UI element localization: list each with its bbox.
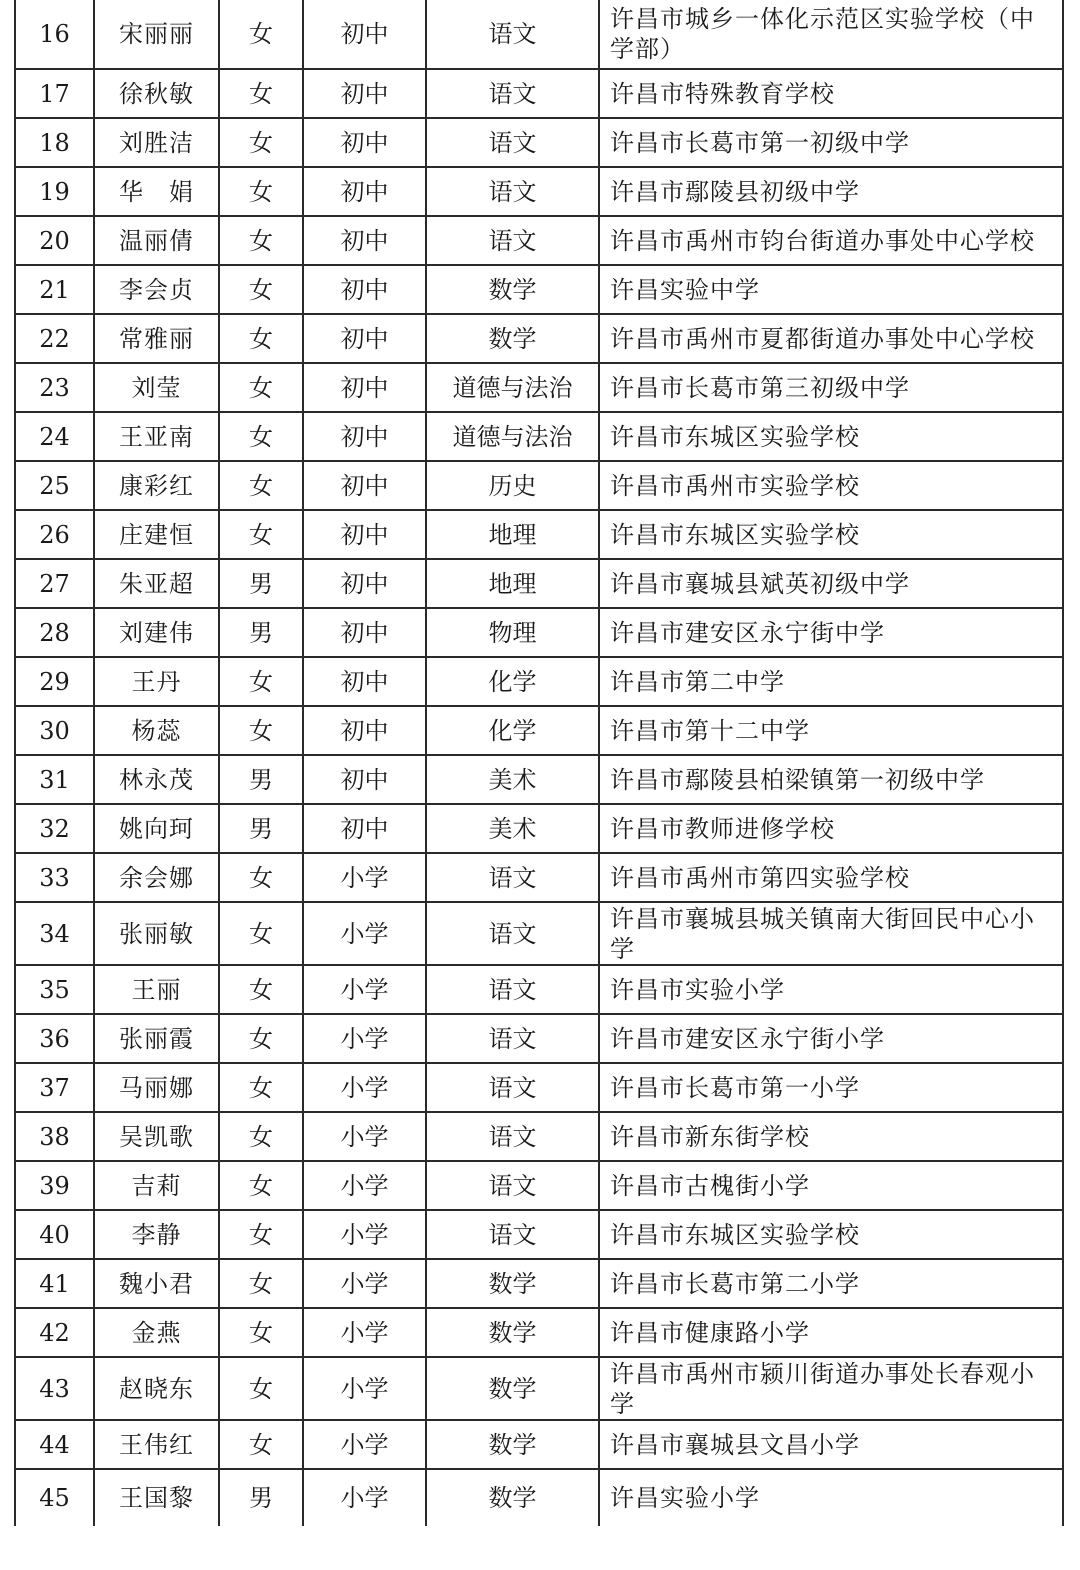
row-number-cell: 24: [15, 412, 94, 461]
name-cell: 常雅丽: [94, 314, 219, 363]
row-number-cell: 18: [15, 118, 94, 167]
row-number-cell: 40: [15, 1210, 94, 1259]
school-level-cell: 小学: [303, 1469, 426, 1526]
table-row: [15, 706, 1063, 755]
table-row: [15, 965, 1063, 1014]
school-name-cell: 许昌市鄢陵县初级中学: [599, 167, 1063, 216]
school-level-cell: 初中: [303, 559, 426, 608]
name-cell: 张丽霞: [94, 1014, 219, 1063]
table-row: [15, 559, 1063, 608]
school-level-cell: 小学: [303, 1063, 426, 1112]
table-row: [15, 1357, 1063, 1420]
school-name-cell: 许昌实验小学: [599, 1469, 1063, 1526]
name-cell: 王伟红: [94, 1420, 219, 1469]
name-cell: 魏小君: [94, 1259, 219, 1308]
table-row: [15, 69, 1063, 118]
school-name-cell: 许昌市长葛市第三初级中学: [599, 363, 1063, 412]
gender-cell: 女: [219, 1210, 303, 1259]
gender-cell: 女: [219, 461, 303, 510]
school-level-cell: 小学: [303, 853, 426, 902]
name-cell: 徐秋敏: [94, 69, 219, 118]
gender-cell: 女: [219, 0, 303, 69]
school-name-cell: 许昌市城乡一体化示范区实验学校（中学部）: [599, 0, 1063, 69]
subject-cell: 数学: [426, 1357, 599, 1420]
row-number-cell: 38: [15, 1112, 94, 1161]
row-number-cell: 22: [15, 314, 94, 363]
name-cell: 康彩红: [94, 461, 219, 510]
school-name-cell: 许昌市长葛市第一小学: [599, 1063, 1063, 1112]
gender-cell: 女: [219, 1420, 303, 1469]
name-cell: 刘莹: [94, 363, 219, 412]
subject-cell: 化学: [426, 657, 599, 706]
school-name-cell: 许昌市健康路小学: [599, 1308, 1063, 1357]
subject-cell: 美术: [426, 804, 599, 853]
subject-cell: 语文: [426, 1063, 599, 1112]
row-number-cell: 20: [15, 216, 94, 265]
gender-cell: 女: [219, 1161, 303, 1210]
school-level-cell: 小学: [303, 1259, 426, 1308]
school-level-cell: 初中: [303, 608, 426, 657]
table-row: [15, 167, 1063, 216]
subject-cell: 语文: [426, 167, 599, 216]
table-row: [15, 1063, 1063, 1112]
school-level-cell: 小学: [303, 902, 426, 965]
name-cell: 赵晓东: [94, 1357, 219, 1420]
table-row: [15, 1469, 1063, 1526]
table-row: [15, 363, 1063, 412]
subject-cell: 语文: [426, 853, 599, 902]
subject-cell: 地理: [426, 510, 599, 559]
name-cell: 刘胜洁: [94, 118, 219, 167]
subject-cell: 历史: [426, 461, 599, 510]
subject-cell: 语文: [426, 1112, 599, 1161]
school-name-cell: 许昌市建安区永宁街中学: [599, 608, 1063, 657]
gender-cell: 女: [219, 265, 303, 314]
teacher-list-table: [14, 0, 1064, 1526]
school-name-cell: 许昌市第二中学: [599, 657, 1063, 706]
row-number-cell: 32: [15, 804, 94, 853]
table-body: [15, 0, 1063, 1526]
table-row: [15, 1014, 1063, 1063]
name-cell: 姚向珂: [94, 804, 219, 853]
name-cell: 金燕: [94, 1308, 219, 1357]
gender-cell: 女: [219, 706, 303, 755]
school-name-cell: 许昌市襄城县文昌小学: [599, 1420, 1063, 1469]
school-name-cell: 许昌市建安区永宁街小学: [599, 1014, 1063, 1063]
table-row: [15, 902, 1063, 965]
school-level-cell: 初中: [303, 265, 426, 314]
school-level-cell: 初中: [303, 804, 426, 853]
gender-cell: 女: [219, 853, 303, 902]
school-name-cell: 许昌市禹州市钧台街道办事处中心学校: [599, 216, 1063, 265]
row-number-cell: 33: [15, 853, 94, 902]
name-cell: 朱亚超: [94, 559, 219, 608]
row-number-cell: 27: [15, 559, 94, 608]
table-row: [15, 314, 1063, 363]
row-number-cell: 42: [15, 1308, 94, 1357]
subject-cell: 语文: [426, 902, 599, 965]
table-row: [15, 0, 1063, 69]
school-level-cell: 小学: [303, 1112, 426, 1161]
school-name-cell: 许昌实验中学: [599, 265, 1063, 314]
school-level-cell: 小学: [303, 965, 426, 1014]
school-level-cell: 初中: [303, 363, 426, 412]
name-cell: 王丽: [94, 965, 219, 1014]
school-level-cell: 小学: [303, 1161, 426, 1210]
row-number-cell: 37: [15, 1063, 94, 1112]
name-cell: 王丹: [94, 657, 219, 706]
school-level-cell: 初中: [303, 314, 426, 363]
name-cell: 吉莉: [94, 1161, 219, 1210]
table-row: [15, 412, 1063, 461]
row-number-cell: 41: [15, 1259, 94, 1308]
name-cell: 温丽倩: [94, 216, 219, 265]
row-number-cell: 17: [15, 69, 94, 118]
name-cell: 林永茂: [94, 755, 219, 804]
subject-cell: 语文: [426, 1210, 599, 1259]
school-level-cell: 初中: [303, 0, 426, 69]
subject-cell: 道德与法治: [426, 412, 599, 461]
school-level-cell: 初中: [303, 167, 426, 216]
school-name-cell: 许昌市禹州市第四实验学校: [599, 853, 1063, 902]
school-level-cell: 小学: [303, 1210, 426, 1259]
gender-cell: 女: [219, 314, 303, 363]
name-cell: 张丽敏: [94, 902, 219, 965]
table-row: [15, 853, 1063, 902]
name-cell: 吴凯歌: [94, 1112, 219, 1161]
name-cell: 王亚南: [94, 412, 219, 461]
gender-cell: 女: [219, 69, 303, 118]
school-level-cell: 初中: [303, 706, 426, 755]
row-number-cell: 36: [15, 1014, 94, 1063]
gender-cell: 女: [219, 1014, 303, 1063]
table-row: [15, 1308, 1063, 1357]
school-level-cell: 小学: [303, 1420, 426, 1469]
name-cell: 华 娟: [94, 167, 219, 216]
name-cell: 杨蕊: [94, 706, 219, 755]
subject-cell: 数学: [426, 1420, 599, 1469]
subject-cell: 语文: [426, 216, 599, 265]
gender-cell: 女: [219, 657, 303, 706]
row-number-cell: 25: [15, 461, 94, 510]
school-name-cell: 许昌市襄城县城关镇南大街回民中心小学: [599, 902, 1063, 965]
school-level-cell: 初中: [303, 510, 426, 559]
row-number-cell: 30: [15, 706, 94, 755]
subject-cell: 物理: [426, 608, 599, 657]
subject-cell: 数学: [426, 314, 599, 363]
row-number-cell: 31: [15, 755, 94, 804]
table-row: [15, 118, 1063, 167]
row-number-cell: 45: [15, 1469, 94, 1526]
subject-cell: 语文: [426, 965, 599, 1014]
school-name-cell: 许昌市古槐街小学: [599, 1161, 1063, 1210]
name-cell: 庄建恒: [94, 510, 219, 559]
school-name-cell: 许昌市东城区实验学校: [599, 1210, 1063, 1259]
school-level-cell: 初中: [303, 118, 426, 167]
subject-cell: 语文: [426, 1014, 599, 1063]
school-level-cell: 小学: [303, 1014, 426, 1063]
subject-cell: 化学: [426, 706, 599, 755]
school-level-cell: 初中: [303, 461, 426, 510]
subject-cell: 美术: [426, 755, 599, 804]
subject-cell: 数学: [426, 1469, 599, 1526]
row-number-cell: 21: [15, 265, 94, 314]
gender-cell: 女: [219, 965, 303, 1014]
gender-cell: 女: [219, 167, 303, 216]
row-number-cell: 16: [15, 0, 94, 69]
table-row: [15, 1210, 1063, 1259]
table-row: [15, 755, 1063, 804]
school-name-cell: 许昌市东城区实验学校: [599, 510, 1063, 559]
school-name-cell: 许昌市禹州市实验学校: [599, 461, 1063, 510]
gender-cell: 女: [219, 1357, 303, 1420]
table-row: [15, 804, 1063, 853]
name-cell: 余会娜: [94, 853, 219, 902]
name-cell: 马丽娜: [94, 1063, 219, 1112]
row-number-cell: 44: [15, 1420, 94, 1469]
name-cell: 宋丽丽: [94, 0, 219, 69]
row-number-cell: 26: [15, 510, 94, 559]
subject-cell: 语文: [426, 69, 599, 118]
gender-cell: 男: [219, 804, 303, 853]
subject-cell: 语文: [426, 118, 599, 167]
gender-cell: 女: [219, 902, 303, 965]
row-number-cell: 23: [15, 363, 94, 412]
subject-cell: 数学: [426, 265, 599, 314]
gender-cell: 女: [219, 363, 303, 412]
subject-cell: 语文: [426, 1161, 599, 1210]
subject-cell: 语文: [426, 0, 599, 69]
table-row: [15, 216, 1063, 265]
school-level-cell: 初中: [303, 755, 426, 804]
gender-cell: 女: [219, 216, 303, 265]
table-row: [15, 461, 1063, 510]
gender-cell: 男: [219, 559, 303, 608]
row-number-cell: 43: [15, 1357, 94, 1420]
gender-cell: 男: [219, 1469, 303, 1526]
gender-cell: 女: [219, 412, 303, 461]
row-number-cell: 19: [15, 167, 94, 216]
subject-cell: 道德与法治: [426, 363, 599, 412]
gender-cell: 男: [219, 608, 303, 657]
gender-cell: 女: [219, 1259, 303, 1308]
name-cell: 李会贞: [94, 265, 219, 314]
school-name-cell: 许昌市第十二中学: [599, 706, 1063, 755]
gender-cell: 女: [219, 1063, 303, 1112]
table-row: [15, 657, 1063, 706]
table-row: [15, 1259, 1063, 1308]
row-number-cell: 28: [15, 608, 94, 657]
table-row: [15, 1161, 1063, 1210]
name-cell: 李静: [94, 1210, 219, 1259]
school-name-cell: 许昌市鄢陵县柏梁镇第一初级中学: [599, 755, 1063, 804]
school-name-cell: 许昌市长葛市第一初级中学: [599, 118, 1063, 167]
table-row: [15, 1112, 1063, 1161]
subject-cell: 地理: [426, 559, 599, 608]
school-name-cell: 许昌市长葛市第二小学: [599, 1259, 1063, 1308]
gender-cell: 女: [219, 1112, 303, 1161]
gender-cell: 男: [219, 755, 303, 804]
row-number-cell: 35: [15, 965, 94, 1014]
school-level-cell: 初中: [303, 412, 426, 461]
name-cell: 王国黎: [94, 1469, 219, 1526]
school-level-cell: 小学: [303, 1357, 426, 1420]
row-number-cell: 39: [15, 1161, 94, 1210]
school-level-cell: 初中: [303, 69, 426, 118]
school-name-cell: 许昌市新东街学校: [599, 1112, 1063, 1161]
gender-cell: 女: [219, 510, 303, 559]
table-row: [15, 608, 1063, 657]
row-number-cell: 34: [15, 902, 94, 965]
table-row: [15, 265, 1063, 314]
school-name-cell: 许昌市襄城县斌英初级中学: [599, 559, 1063, 608]
school-name-cell: 许昌市实验小学: [599, 965, 1063, 1014]
gender-cell: 女: [219, 1308, 303, 1357]
school-name-cell: 许昌市教师进修学校: [599, 804, 1063, 853]
name-cell: 刘建伟: [94, 608, 219, 657]
subject-cell: 数学: [426, 1308, 599, 1357]
school-name-cell: 许昌市特殊教育学校: [599, 69, 1063, 118]
school-level-cell: 初中: [303, 216, 426, 265]
school-name-cell: 许昌市禹州市夏都街道办事处中心学校: [599, 314, 1063, 363]
school-level-cell: 小学: [303, 1308, 426, 1357]
gender-cell: 女: [219, 118, 303, 167]
table-row: [15, 510, 1063, 559]
school-level-cell: 初中: [303, 657, 426, 706]
school-name-cell: 许昌市禹州市颍川街道办事处长春观小学: [599, 1357, 1063, 1420]
subject-cell: 数学: [426, 1259, 599, 1308]
table-row: [15, 1420, 1063, 1469]
row-number-cell: 29: [15, 657, 94, 706]
school-name-cell: 许昌市东城区实验学校: [599, 412, 1063, 461]
